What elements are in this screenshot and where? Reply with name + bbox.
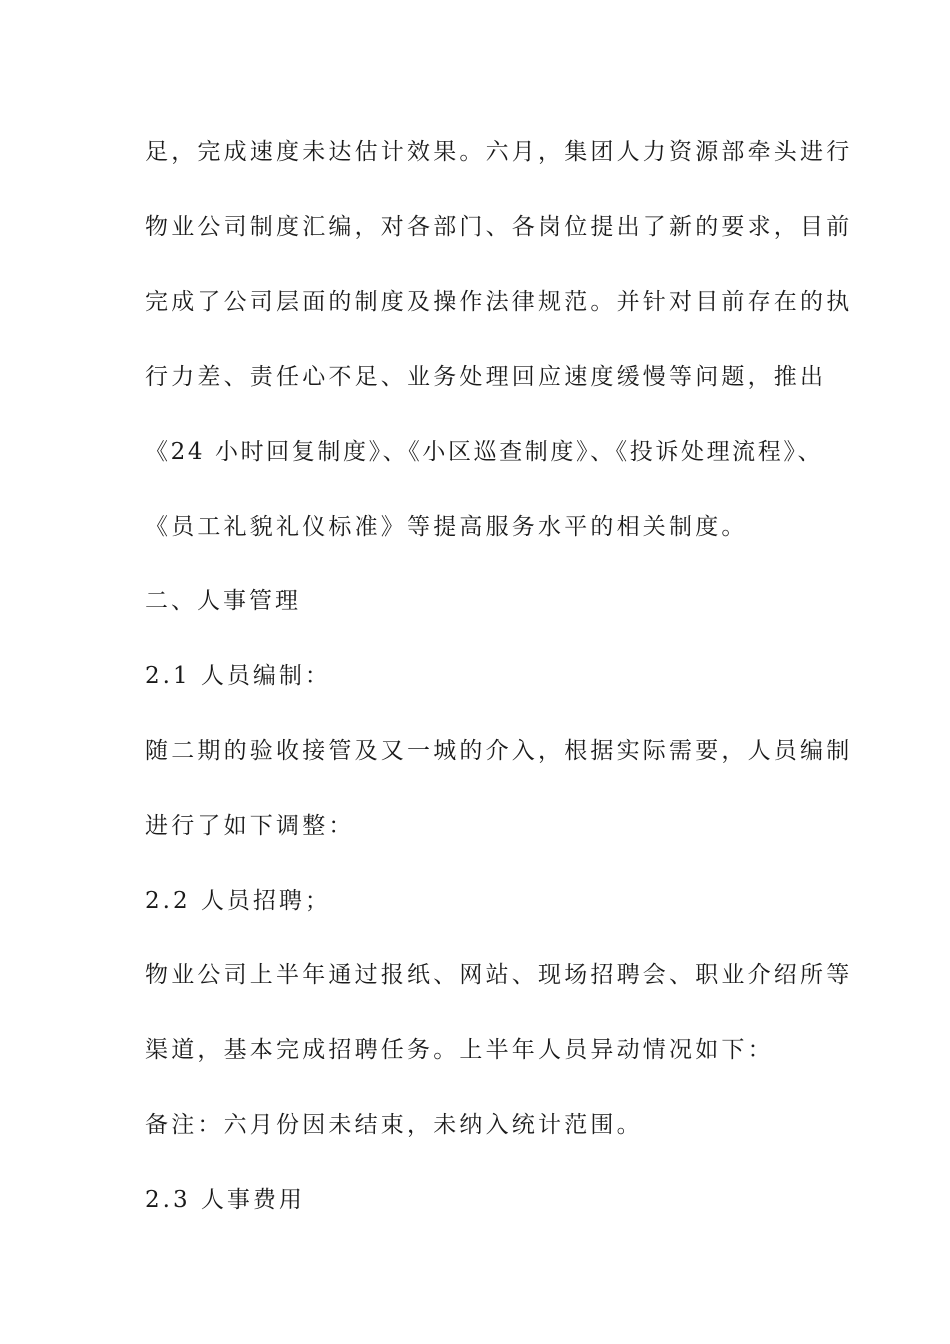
paragraph-line: 随二期的验收接管及又一城的介入，根据实际需要，人员编制 [145,738,853,764]
paragraph-line: 足，完成速度未达估计效果。六月，集团人力资源部牵头进行 [145,139,853,165]
paragraph-line: 行力差、责任心不足、业务处理回应速度缓慢等问题，推出 [145,364,827,390]
subsection-heading: 2.2 人员招聘； [145,888,331,914]
subsection-heading: 2.3 人事费用 [145,1187,305,1213]
paragraph-line: 完成了公司层面的制度及操作法律规范。并针对目前存在的执 [145,289,853,315]
subsection-heading: 2.1 人员编制： [145,663,331,689]
paragraph-line: 《24 小时回复制度》、《小区巡查制度》、《投诉处理流程》、 [145,439,824,465]
paragraph-line: 《员工礼貌礼仪标准》等提高服务水平的相关制度。 [145,514,748,540]
paragraph-line: 物业公司制度汇编，对各部门、各岗位提出了新的要求，目前 [145,214,853,240]
section-heading: 二、人事管理 [145,588,301,614]
paragraph-line: 渠道，基本完成招聘任务。上半年人员异动情况如下： [145,1037,774,1063]
note-line: 备注：六月份因未结束，未纳入统计范围。 [145,1112,643,1138]
paragraph-line: 物业公司上半年通过报纸、网站、现场招聘会、职业介绍所等 [145,962,853,988]
paragraph-line: 进行了如下调整： [145,813,355,839]
